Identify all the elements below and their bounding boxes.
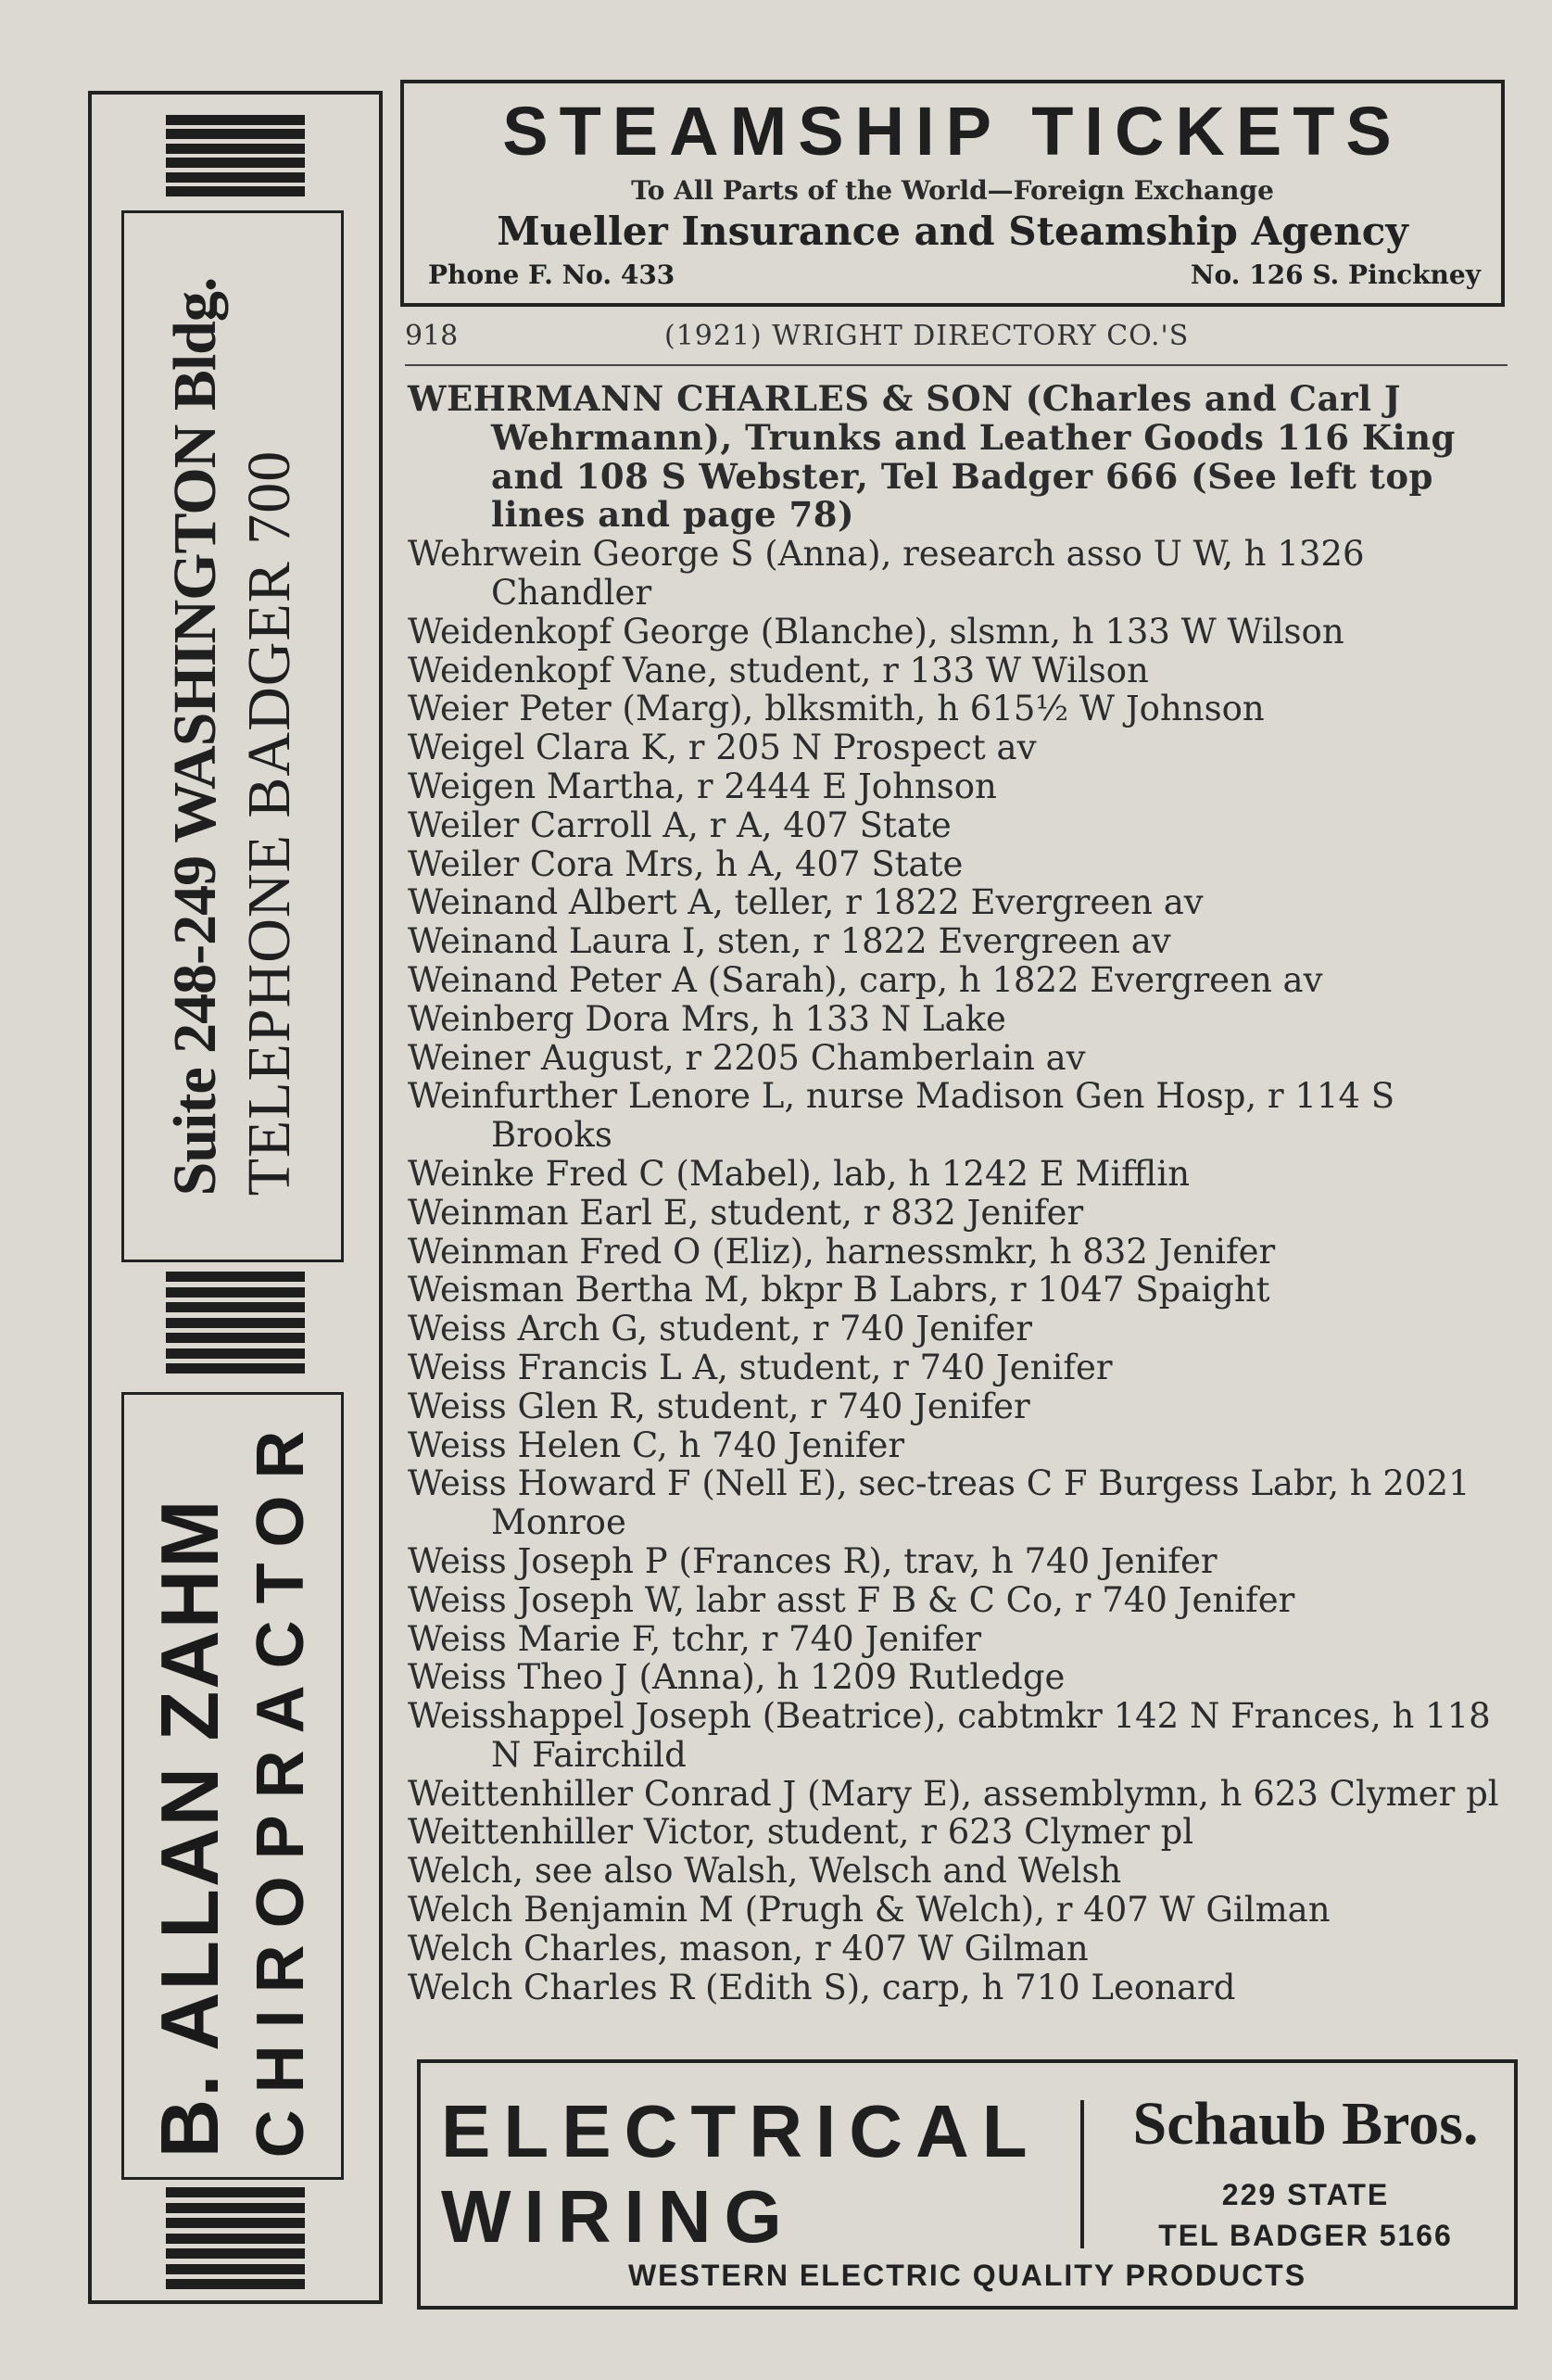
directory-entry: Welch Charles R (Edith S), carp, h 710 Leonard [408,1967,1236,2007]
ad-agency-name: Mueller Insurance and Steamship Agency [497,209,1408,254]
directory-entry: Weier Peter (Marg), blksmith, h 615½ W Johnson [408,689,1265,729]
ad-title: STEAMSHIP TICKETS [502,93,1403,170]
directory-entry: Weittenhiller Victor, student, r 623 Clymer pl [408,1812,1194,1853]
directory-entry: Weisman Bertha M, bkpr B Labrs, r 1047 Spaight [408,1270,1270,1310]
directory-entry: Weigen Martha, r 2444 E Johnson [408,766,997,806]
running-header [405,320,1508,366]
directory-entry: Weiler Cora Mrs, h A, 407 State [408,843,964,884]
directory-entry: Wehrwein George S (Anna), research asso U W, h 1326 Chandler [408,534,1365,613]
directory-entry: Weinand Albert A, teller, r 1822 Evergreen av [408,882,1204,923]
ad-phone: Phone F. No. 433 [428,260,675,290]
ad-subtitle: To All Parts of the World—Foreign Exchange [631,175,1274,206]
directory-entry: Welch Charles, mason, r 407 W Gilman [408,1928,1089,1969]
directory-entry: Weiss Arch G, student, r 740 Jenifer [408,1309,1032,1349]
office-suite-text: Suite 248-249 WASHINGTON Bldg. [161,277,229,1196]
directory-entry: Weiss Glen R, student, r 740 Jenifer [408,1386,1030,1426]
directory-entry: Weinfurther Lenore L, nurse Madison Gen Hosp, r 114 S Brooks [408,1076,1395,1156]
directory-entry: Weigel Clara K, r 205 N Prospect av [408,728,1037,768]
directory-entry: Weinand Laura I, sten, r 1822 Evergreen av [408,921,1171,962]
brand-address: 229 STATE [1221,2178,1390,2211]
directory-entry: Weiss Howard F (Nell E), sec-treas C F Burgess Labr, h 2021 Monroe [408,1463,1470,1543]
chiropractor-name-box [121,1392,344,2180]
directory-entry: Weiner August, r 2205 Chamberlain av [408,1037,1086,1078]
ad-tagline: WESTERN ELECTRIC QUALITY PRODUCTS [627,2259,1307,2292]
directory-entries [408,380,1510,2007]
directory-entry: Weittenhiller Conrad J (Mary E), assemblymn, h 623 Clymer pl [408,1773,1499,1814]
left-advertisement [88,91,383,2304]
directory-entry: Weiss Francis L A, student, r 740 Jenifer [408,1347,1113,1387]
chiropractor-name: B. ALLAN ZAHM [144,1498,235,2158]
directory-entry: Weidenkopf George (Blanche), slsmn, h 133 W Wilson [408,611,1344,652]
directory-entry: Welch, see also Walsh, Welsch and Welsh [408,1851,1122,1892]
brand-name: Schaub Bros. [1132,2090,1479,2158]
decorative-bars-top [166,115,305,196]
office-telephone-text: TELEPHONE BADGER 700 [235,449,303,1196]
directory-entry: Weiss Theo J (Anna), h 1209 Rutledge [408,1657,1066,1698]
directory-entry: Weiler Carroll A, r A, 407 State [408,804,952,845]
directory-entry: Weinand Peter A (Sarah), carp, h 1822 Evergreen av [408,959,1323,1000]
directory-entry: WEHRMANN CHARLES & SON (Charles and Carl J Wehrmann), Trunks and Leather Goods 116 King and 108 S Webster, Tel Badger 666 (See left top lines and page 78) [408,378,1456,536]
brand-phone: TEL BADGER 5166 [1158,2219,1453,2252]
electrical-text: ELECTRICAL [441,2090,1041,2172]
running-head-title: (1921) WRIGHT DIRECTORY CO.'S [664,320,1190,352]
page-number: 918 [405,320,459,352]
bottom-advertisement [417,2059,1518,2310]
wiring-text: WIRING [441,2175,795,2258]
ad-divider [1080,2100,1084,2248]
directory-entry: Weinman Earl E, student, r 832 Jenifer [408,1192,1084,1233]
directory-entry: Weinke Fred C (Mabel), lab, h 1242 E Mifflin [408,1153,1191,1194]
decorative-bars-middle [166,1272,305,1374]
directory-entry: Weisshappel Joseph (Beatrice), cabtmkr 142 N Frances, h 118 N Fairchild [408,1696,1491,1775]
electrical-wiring-heading [441,2089,1041,2260]
directory-entry: Weidenkopf Vane, student, r 133 W Wilson [408,650,1149,690]
directory-entry: Weiss Marie F, tchr, r 740 Jenifer [408,1618,982,1659]
directory-entry: Weinman Fred O (Eliz), harnessmkr, h 832 Jenifer [408,1231,1276,1272]
directory-entry: Weiss Joseph W, labr asst F B & C Co, r 740 Jenifer [408,1579,1295,1620]
directory-entry: Weiss Helen C, h 740 Jenifer [408,1424,905,1465]
decorative-bars-bottom [166,2187,305,2289]
directory-entry: Weinberg Dora Mrs, h 133 N Lake [408,998,1006,1039]
chiropractor-title: CHIROPRACTOR [244,1413,318,2158]
directory-entry: Weiss Joseph P (Frances R), trav, h 740 Jenifer [408,1540,1218,1581]
directory-entry: Welch Benjamin M (Prugh & Welch), r 407 W Gilman [408,1890,1331,1931]
office-address-box [121,210,344,1262]
top-advertisement [400,80,1505,307]
ad-address: No. 126 S. Pinckney [1190,260,1481,290]
